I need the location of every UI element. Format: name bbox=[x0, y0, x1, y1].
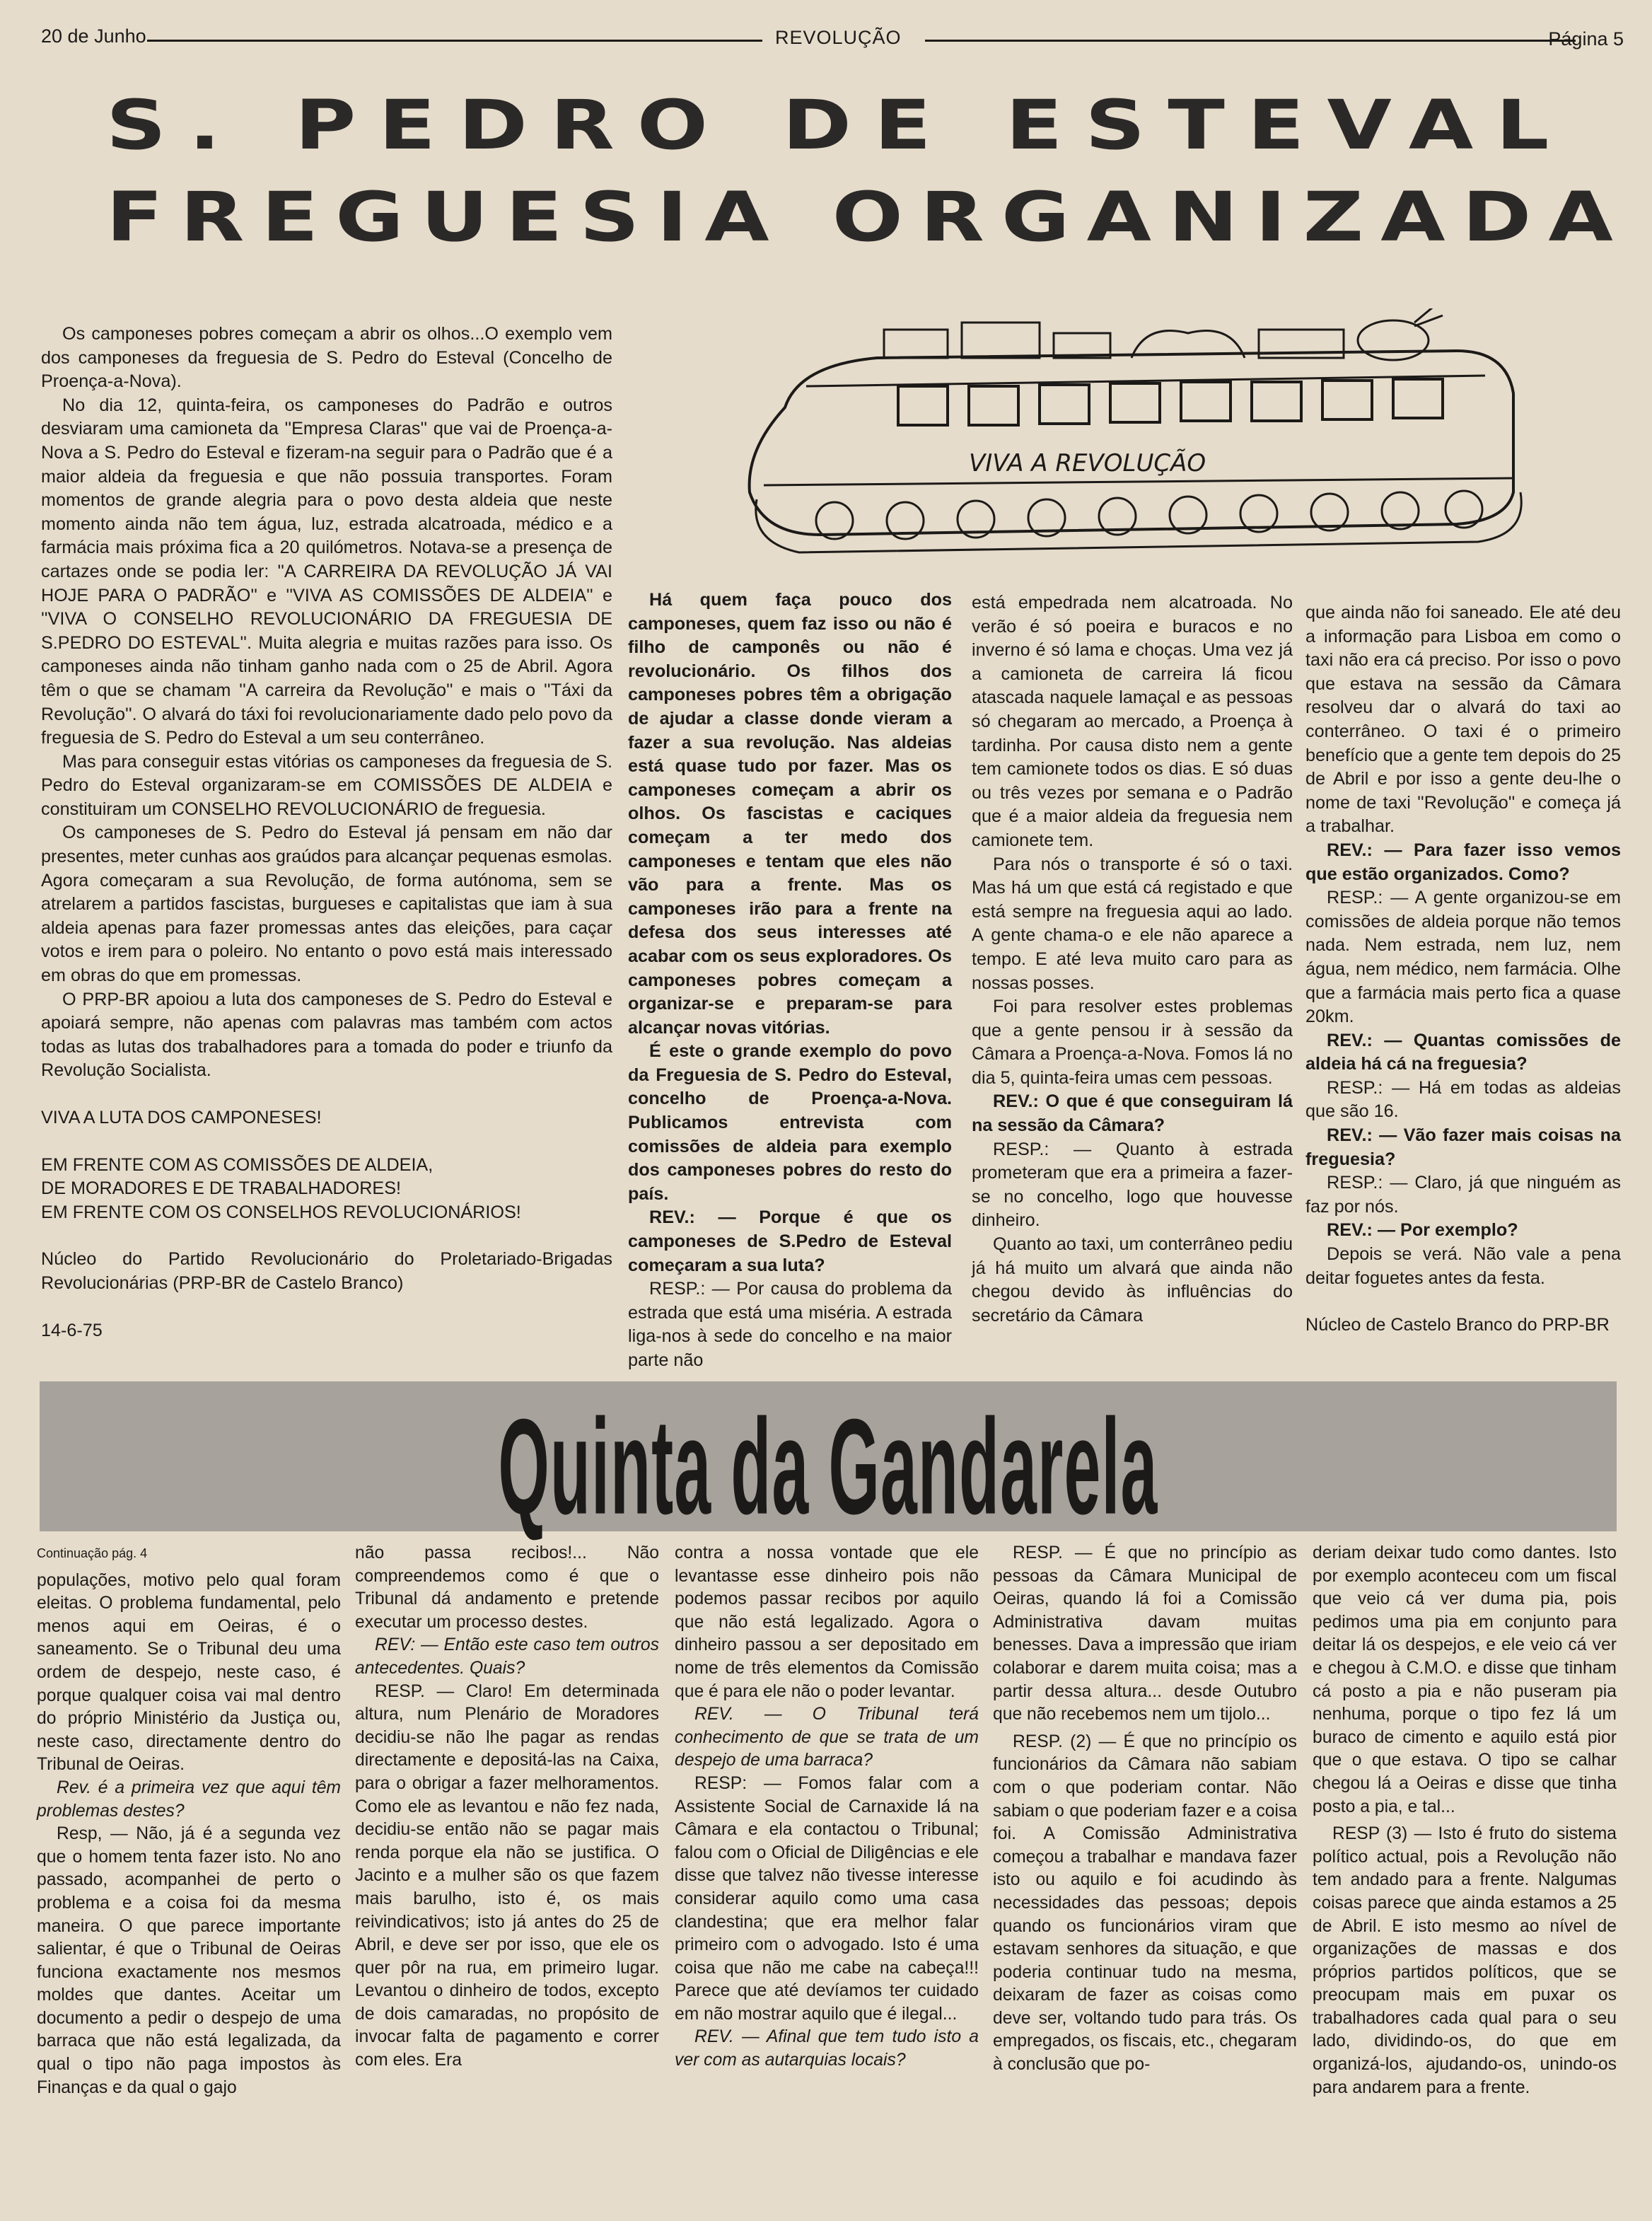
answer: Depois se verá. Não vale a pena deitar foguetes antes da festa. bbox=[1305, 1244, 1621, 1288]
bottom-column-1 bbox=[37, 1542, 341, 2099]
answer: RESP.: — A gente organizou-se em comissões de aldeia porque não temos nada. Nem estrada, nem luz, nem água, nem médico, nem farmácia. Olhe que a farmácia mais perto fica a quase 20km. bbox=[1305, 888, 1621, 1027]
question: REV.: — Por exemplo? bbox=[1327, 1220, 1518, 1241]
article-paragraph: Os camponeses de S. Pedro do Esteval já pensam em não dar presentes, meter cunhas aos graúdos para alcançar pequenas esmolas. Agora começaram a sua Revolução, de forma autónoma, sem se atrelarem a partidos fascistas, burgueses e capitalistas que iam à sua aldeia apenas para fazer promessas antes das eleições, para caçar votos e irem para o poleiro. No entanto o povo está mais interessado em obras do que em promessas. bbox=[41, 823, 612, 986]
interview-question: REV. — O Tribunal terá conhecimento de que se trata de um despejo de uma barraca? bbox=[675, 1705, 979, 1770]
bottom-column-4 bbox=[993, 1542, 1297, 2077]
header-rule-left bbox=[147, 40, 762, 42]
interview-question: REV: — Então este caso tem outros antecedentes. Quais? bbox=[355, 1635, 659, 1678]
slogan-1: VIVA A LUTA DOS CAMPONESES! bbox=[41, 1108, 322, 1127]
slogan-2-line: EM FRENTE COM AS COMISSÕES DE ALDEIA, bbox=[41, 1154, 434, 1175]
interview-paragraph: contra a nossa vontade que ele levantasse esse dinheiro pois não podemos passar recibos por aquilo que não está legalizado. Agora o dinheiro passou a ser depositado em nome de três elementos da Comissão que é para ele não o poder levantar. bbox=[675, 1543, 979, 1701]
article-column-3 bbox=[972, 591, 1293, 1328]
bottom-column-3 bbox=[675, 1542, 979, 2072]
column-1-paragraphs bbox=[41, 323, 612, 1083]
article-paragraph: Os camponeses pobres começam a abrir os olhos...O exemplo vem dos camponeses da freguesia de S. Pedro do Esteval (Concelho de Proença-a-Nova). bbox=[41, 324, 612, 392]
interview-question: REV. — Afinal que tem tudo isto a ver com as autarquias locais? bbox=[675, 2027, 979, 2070]
article-signature: Núcleo do Partido Revolucionário do Proletariado-Brigadas Revolucionárias (PRP-BR de Castelo Branco) bbox=[41, 1249, 612, 1293]
article-column-2 bbox=[628, 588, 952, 1373]
answer: que ainda não foi saneado. Ele até deu a informação para Lisboa em como o taxi não era cá preciso. Por isso o povo que estava na sessão da Câmara resolveu dar o alvará do taxi ao conterrâneo. O taxi é o primeiro benefício que a gente tem depois do 25 de Abril e por isso a gente deu-lhe o nome de taxi ''Revolução'' e começa já a trabalhar. bbox=[1305, 603, 1621, 837]
continuation-note: Continuação pág. 4 bbox=[37, 1546, 148, 1560]
bottom-column-5 bbox=[1313, 1542, 1617, 2099]
section-banner bbox=[40, 1381, 1617, 1543]
interview-paragraph: Resp, — Não, já é a segunda vez que o homem tenta fazer isto. No ano passado, acompanhei de perto o problema e a coisa foi da mesma maneira. O que parece importante salientar, é que o Tribunal de Oeiras funciona exactamente nos mesmos moldes que dantes. Aceitar um documento a pedir o despejo de uma barraca que não está legalizada, da qual o tipo não paga impostos às Finanças e da qual o gajo bbox=[37, 1824, 341, 2097]
intro-bold-2: É este o grande exemplo do povo da Freguesia de S. Pedro do Esteval, concelho de Proença-a-Nova. Publicamos entrevista com comissões de aldeia para exemplo dos camponeses pobres do resto do país. bbox=[628, 1041, 952, 1204]
question: REV.: — Vão fazer mais coisas na freguesia? bbox=[1305, 1125, 1621, 1169]
headline-line-1: S. PEDRO DE ESTEVAL bbox=[106, 84, 1572, 165]
question: REV.: O que é que conseguiram lá na sessão da Câmara? bbox=[972, 1091, 1293, 1136]
answer: RESP.: — Por causa do problema da estrada que está uma miséria. A estrada liga-nos à sede do concelho e na maior parte não bbox=[628, 1279, 952, 1370]
bottom-column-2 bbox=[355, 1542, 659, 2072]
question: REV.: — Porque é que os camponeses de S.Pedro de Esteval começaram a sua luta? bbox=[628, 1207, 952, 1275]
interview-paragraph: não passa recibos!... Não compreendemos como é que o Tribunal dá andamento e pretende executar um processo destes. bbox=[355, 1543, 659, 1632]
answer: Foi para resolver estes problemas que a gente pensou ir à sessão da Câmara a Proença-a-Nova. Fomos lá no dia 5, quinta-feira umas cem pessoas. bbox=[972, 997, 1293, 1088]
interview-paragraph: RESP. (2) — É que no princípio os funcionários da Câmara não sabiam com o que poderiam contar. Não sabiam o que poderiam fazer e a coisa foi. A Comissão Administrativa começou a trabalhar e mandava fazer isto ou aquilo e foi acudindo às necessidades das pessoas; depois quando os funcionários viram que estavam senhores da situação, e que poderia continuar tudo na mesma, deixaram de fazer as coisas como deve ser, voltando tudo para trás. Os empregados, os fiscais, etc., chegaram à conclusão que po- bbox=[993, 1732, 1297, 2075]
illustration-caption: VIVA A REVOLUÇÃO bbox=[969, 449, 1206, 477]
page-header bbox=[41, 21, 1624, 57]
article-column-4 bbox=[1305, 601, 1621, 1338]
interview-paragraph: RESP (3) — Isto é fruto do sistema político actual, pois a Revolução não tem andado para a frente. Nalgumas coisas parece que ainda estamos a 25 de Abril. E isto mesmo ao nível de organizações de massas e dos próprios partidos políticos, que se preocupam mais em puxar os trabalhadores cada qual para o seu lado, dividindo-os, do que em organizá-los, ajudando-os, unindo-os para andarem para a frente. bbox=[1313, 1824, 1617, 2097]
header-rule-right bbox=[925, 40, 1576, 42]
article-paragraph: O PRP-BR apoiou a luta dos camponeses de S. Pedro do Esteval e apoiará sempre, não apenas com palavras mas também com actos todas as lutas dos trabalhadores para a tomada do poder e triunfo da Revolução Socialista. bbox=[41, 989, 612, 1081]
article-dateline: 14-6-75 bbox=[41, 1320, 103, 1340]
answer: RESP.: — Há em todas as aldeias que são 16. bbox=[1305, 1077, 1621, 1122]
question: REV.: — Para fazer isso vemos que estão organizados. Como? bbox=[1305, 840, 1621, 884]
headline-line-2: FREGUESIA ORGANIZADA bbox=[106, 176, 1630, 257]
interview-paragraph: populações, motivo pelo qual foram eleitas. O problema fundamental, pelo menos aqui em Oeiras, é o saneamento. Se o Tribunal deu uma ordem de despejo, neste caso, é porque qualquer coisa vai mal dentro do próprio Ministério da Justiça ou, neste caso, directamente dentro do Tribunal de Oeiras. bbox=[37, 1570, 341, 1775]
answer: RESP.: — Quanto à estrada prometeram que era a primeira a fazer-se no concelho, logo que houvesse dinheiro. bbox=[972, 1139, 1293, 1231]
answer: está empedrada nem alcatroada. No verão é só poeira e buracos e no inverno é só lama e choças. Uma vez já a camioneta de carreira lá ficou atascada naquele lamaçal e as pessoas só chegaram ao mercado, a Proença à tardinha. Por causa disto nem a gente tem camionete todos os dias. E só duas ou três vezes por semana e o Padrão que é a maior aldeia da freguesia nem camionete tem. bbox=[972, 593, 1293, 850]
intro-bold: Há quem faça pouco dos camponeses, quem faz isso ou não é filho de camponês ou não é revolucionário. Os filhos dos camponeses pobres têm a obrigação de ajudar a classe donde vieram a fazer a sua revolução. Nas aldeias está quase tudo por fazer. Mas os camponeses começam a abrir os olhos. Os fascistas e caciques começam a ter medo dos camponeses e tentam que eles não vão para a frente. Mas os camponeses irão para a frente na defesa dos seus interesses até acabar com os seus exploradores. Os camponeses pobres começam a organizar-se e preparam-se para alcançar novas vitórias. bbox=[628, 590, 952, 1038]
interview-paragraph: RESP. — Claro! Em determinada altura, num Plenário de Moradores decidiu-se não lhe pagar as rendas directamente e depositá-las na Caixa, para o obrigar a fazer melhoramentos. Como ele as levantou e não fez nada, decidiu-se então não se pagar mais renda porque ela não se justifica. O Jacinto e a mulher são os que fazem mais barulho, isto é, os mais reivindicativos; isto já antes do 25 de Abril, e deve ser por isso, que ele os quer pôr na rua, em primeiro lugar. Levantou o dinheiro de todos, excepto de dois camaradas, no propósito de invocar falta de pagamento e correr com eles. Era bbox=[355, 1681, 659, 2070]
slogan-2-line: EM FRENTE COM OS CONSELHOS REVOLUCIONÁRIOS! bbox=[41, 1202, 521, 1222]
answer: Quanto ao taxi, um conterrâneo pediu já há muito um alvará que ainda não chegou devido às influências do secretário da Câmara bbox=[972, 1234, 1293, 1326]
article-column-1 bbox=[41, 323, 612, 1343]
bus-illustration bbox=[735, 308, 1542, 584]
slogan-2-block bbox=[41, 1154, 612, 1225]
answer: RESP.: — Claro, já que ninguém as faz por nós. bbox=[1305, 1173, 1621, 1217]
banner-title: Quinta da Gandarela bbox=[498, 1390, 1158, 1543]
interview-question: Rev. é a primeira vez que aqui têm problemas destes? bbox=[37, 1778, 341, 1821]
interview-paragraph: RESP. — É que no princípio as pessoas da Câmara Municipal de Oeiras, quando lá foi a Comissão Administrativa davam muitas benesses. Dava a impressão que iriam colaborar e darem muita coisa; mas a partir dessa altura... desde Outubro que não recebemos nem um tijolo... bbox=[993, 1543, 1297, 1724]
interview-paragraph: deriam deixar tudo como dantes. Isto por exemplo aconteceu com um fiscal que veio cá ver duma pia, pois pedimos uma pia em conjunto para deitar lá os despejos, e ele veio cá ver e chegou à C.M.O. e disse que tinham cá posto a pia e não puseram pia nenhuma, porque o tipo fez lá um buraco de cimento e aquilo está pior que o que estava. O tipo se calhar chegou lá a Oeiras e disse que tinha posto a pia, e tal... bbox=[1313, 1543, 1617, 1816]
question: REV.: — Quantas comissões de aldeia há cá na freguesia? bbox=[1305, 1030, 1621, 1074]
slogan-2-line: DE MORADORES E DE TRABALHADORES! bbox=[41, 1178, 401, 1199]
header-date: 20 de Junho bbox=[41, 25, 146, 47]
header-page-number: Página 5 bbox=[1548, 28, 1624, 50]
article-paragraph: Mas para conseguir estas vitórias os camponeses da freguesia de S. Pedro do Esteval organizaram-se em COMISSÕES DE ALDEIA e constituiram um CONSELHO REVOLUCIONÁRIO de freguesia. bbox=[41, 751, 612, 819]
interview-paragraph: RESP: — Fomos falar com a Assistente Social de Carnaxide lá na Câmara e ela contactou o Tribunal; falou com o Oficial de Diligências e ele disse que talvez não tivesse interesse considerar aquilo como uma casa clandestina; que era melhor falar primeiro com o advogado. Isto é uma coisa que não me cabe na cabeça!!! Parece que até devíamos ter cuidado em não mostrar aquilo que é ilegal... bbox=[675, 1773, 979, 2024]
article-paragraph: No dia 12, quinta-feira, os camponeses do Padrão e outros desviaram uma camioneta da ''Empresa Claras'' que vai de Proença-a-Nova a S. Pedro do Esteval e fizeram-na seguir para o Padrão que é a maior aldeia da freguesia e que não possuia transportes. Foram momentos de grande alegria para o povo desta aldeia que neste momento ainda não tem água, luz, estrada alcatroada, médico e a farmácia mais próxima fica a 20 quilómetros. Notava-se a presença de cartazes onde se podia ler: ''A CARREIRA DA REVOLUÇÃO JÁ VAI HOJE PARA O PADRÃO'' e ''VIVA AS COMISSÕES DE ALDEIA'' e ''VIVA O CONSELHO REVOLUCIONÁRIO DA FREGUESIA DE S.PEDRO DO ESTEVAL''. Muita alegria e muitas razões para isso. Os camponeses ainda não tinham ganho nada com o 25 de Abril. Agora têm o que se chamam ''A carreira da Revolução'' e mais o ''Táxi da Revolução''. O alvará do táxi foi revolucionariamente dado pelo povo da freguesia de S. Pedro do Esteval a um seu conterrâneo. bbox=[41, 395, 612, 748]
header-paper-name: REVOLUÇÃO bbox=[775, 27, 902, 48]
column-signature: Núcleo de Castelo Branco do PRP-BR bbox=[1305, 1315, 1610, 1335]
answer: Para nós o transporte é só o taxi. Mas há um que está cá registado e que está sempre na freguesia aqui ao lado. A gente chama-o e ele não aparece a tempo. E até leva muito caro para as nossas posses. bbox=[972, 854, 1293, 993]
